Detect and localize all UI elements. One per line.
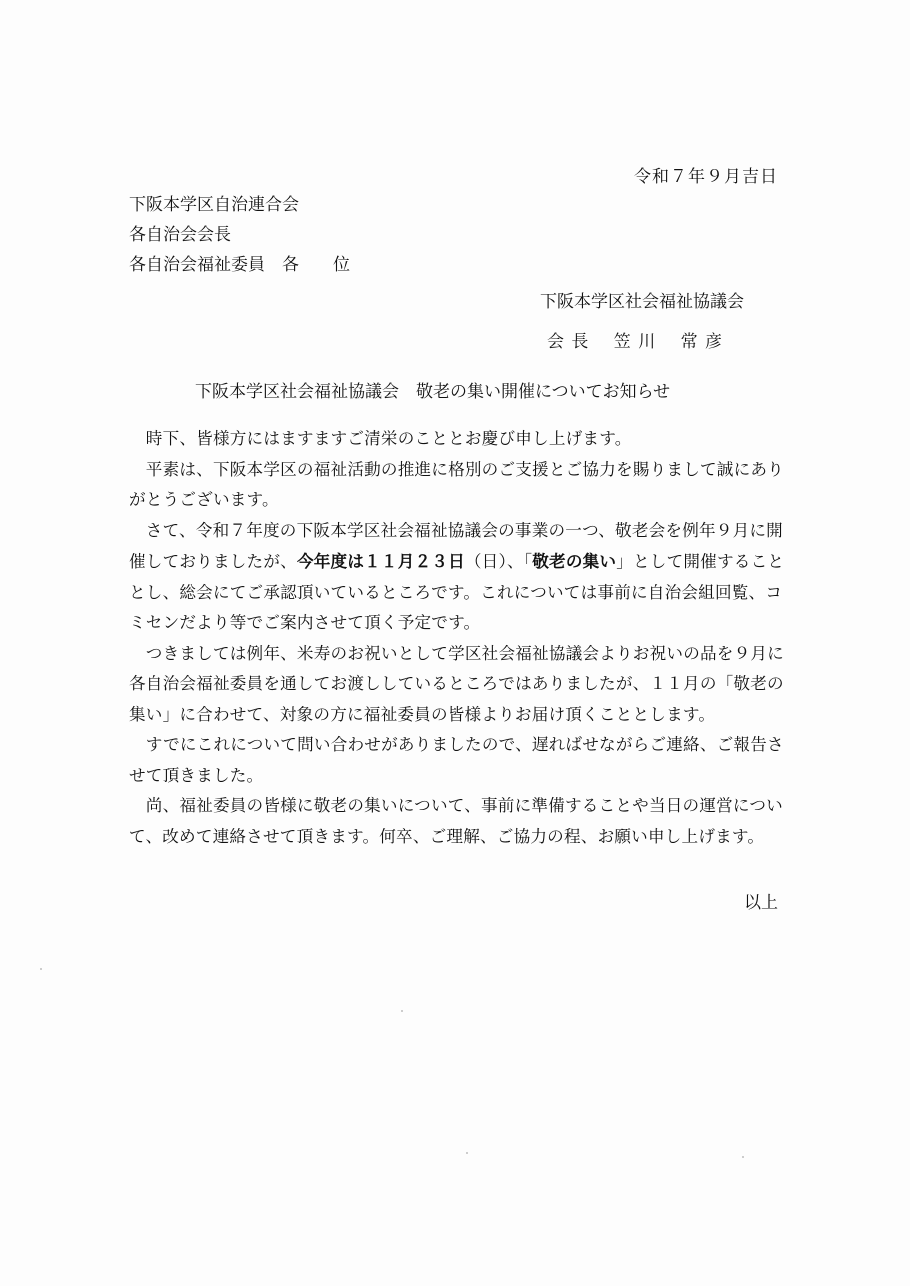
recipient-line: 下阪本学区自治連合会 [129,195,299,215]
body-line: さて、令和７年度の下阪本学区社会福祉協議会の事業の一つ、敬老会を例年９月に開 [129,520,783,540]
recipient-block [129,190,350,280]
body-line: 時下、皆様方にはますますご清栄のこととお慶び申し上げます。 [129,429,632,448]
body-line: て、改めて連絡させて頂きます。何卒、ご理解、ご協力の程、お願い申し上げます。 [129,826,765,846]
scan-speck [40,968,42,970]
body-line: 集い」に合わせて、対象の方に福祉委員の皆様よりお届け頂くこととします。 [129,704,716,724]
letter-title: 下阪本学区社会福祉協議会 敬老の集い開催についてお知らせ [195,382,671,402]
body-line: ミセンだより等でご案内させて頂く予定です。 [129,613,481,632]
body-text: （日）、「 [464,552,533,571]
event-date-emphasis: 今年度は１１月２３日 [296,551,465,571]
body-line: 平素は、下阪本学区の福祉活動の推進に格別のご支援とご協力を賜りまして誠にあり [129,459,784,479]
body-text: 」として開催すること [616,552,785,571]
body-line: せて頂きました。 [129,765,264,785]
sender-block [540,282,744,362]
body-line: とし、総会にてご承認頂いているところです。これについては事前に自治会組回覧、コ [129,582,783,602]
body-line: つきましては例年、米寿のお祝いとして学区社会福祉協議会よりお祝いの品を９月に [129,643,784,663]
closing-mark: 以上 [744,893,778,913]
body-line: 各自治会福祉委員を通してお渡ししているところではありましたが、１１月の「敬老の [129,674,784,693]
body-line: 尚、福祉委員の皆様に敬老の集いについて、事前に準備することや当日の運営につい [129,796,783,815]
scan-speck [466,1152,468,1154]
scan-speck [401,1010,403,1012]
recipient-line: 各自治会福祉委員 各 位 [129,255,350,275]
body-text: 催しておりましたが、 [129,552,297,571]
body-line: がとうございます。 [129,490,279,509]
event-name-emphasis: 敬老の集い [532,551,617,571]
body-line-with-emphasis [129,546,785,578]
letter-body [129,424,785,852]
body-line: すでにこれについて問い合わせがありましたので、遅ればせながらご連絡、ご報告さ [129,735,784,754]
letter-date: 令和７年９月吉日 [634,167,778,187]
recipient-line: 各自治会会長 [129,225,231,245]
scan-speck [742,1156,744,1158]
sender-organization: 下阪本学区社会福祉協議会 [540,292,744,312]
sender-name: 会 長 笠 川 常 彦 [547,332,724,352]
